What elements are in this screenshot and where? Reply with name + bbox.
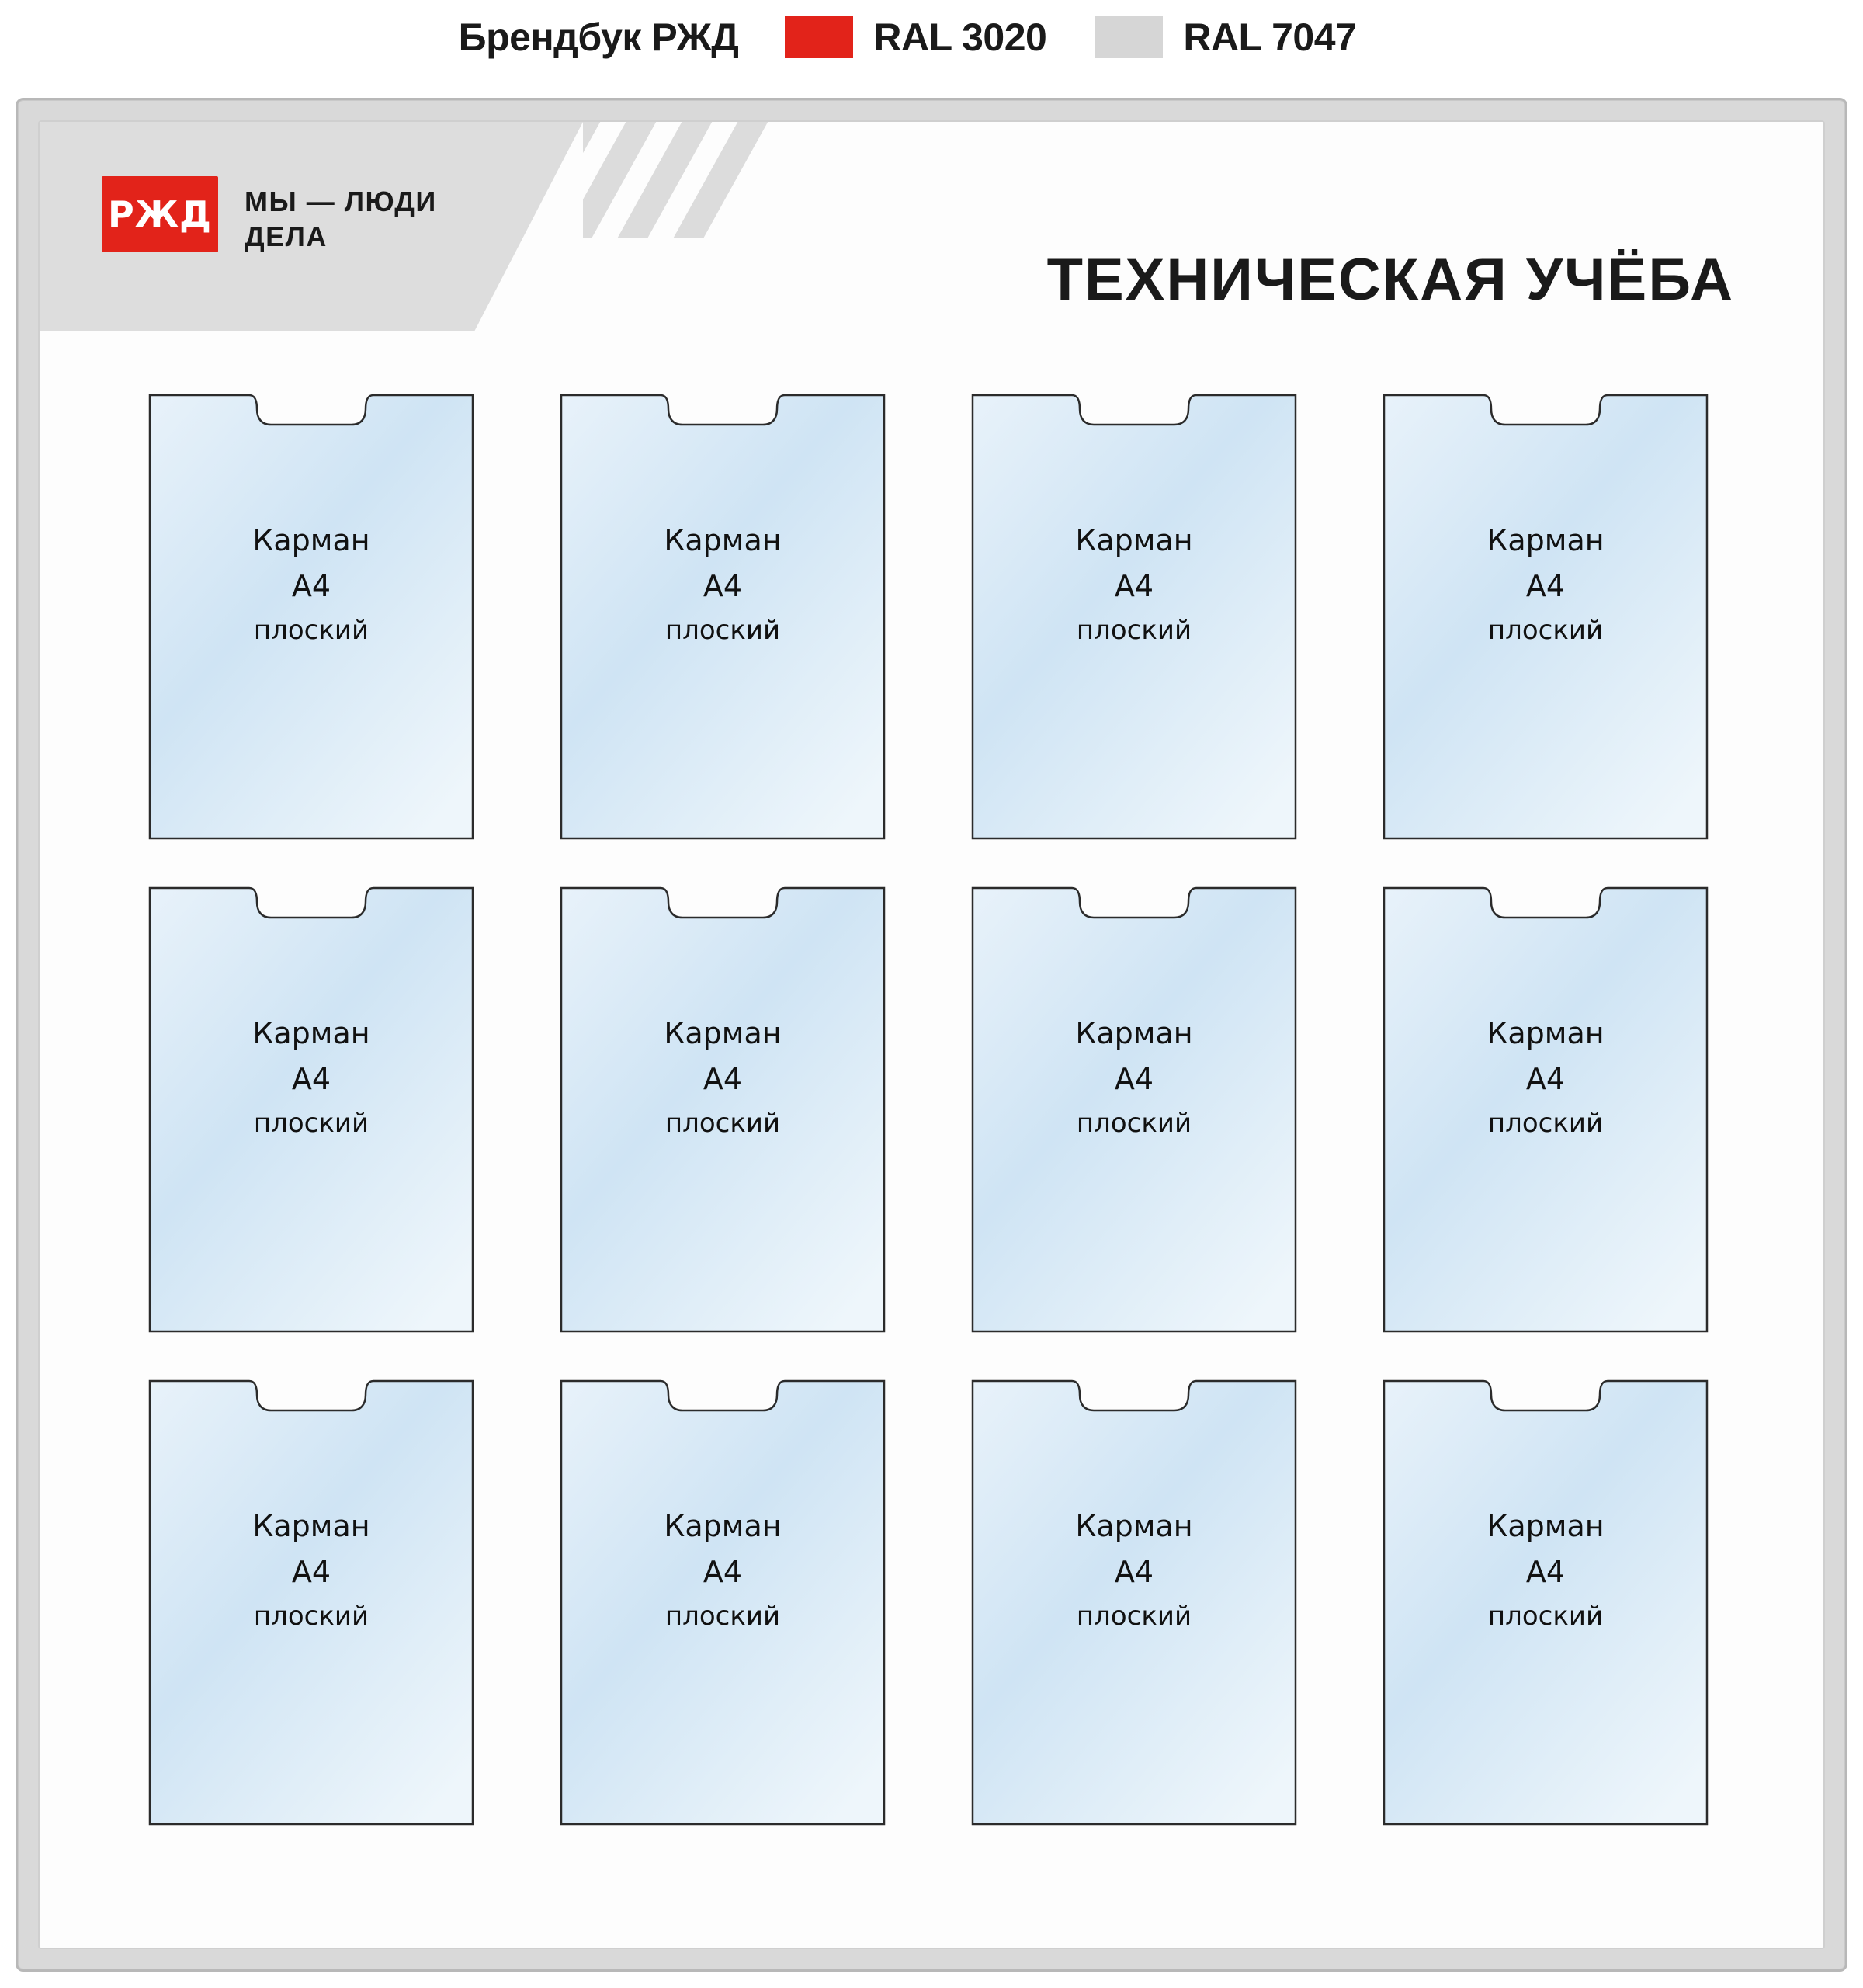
pocket-label — [148, 1504, 474, 1637]
pocket-label-line1: Карман — [664, 1016, 782, 1050]
color-swatch-ral-7047 — [1095, 16, 1163, 58]
pocket-label-line2: A4 — [291, 1061, 331, 1096]
rzd-slogan-line2: ДЕЛА — [245, 220, 328, 253]
rzd-slogan-line1: МЫ — ЛЮДИ — [245, 186, 437, 217]
pocket-label-line2: A4 — [291, 568, 331, 603]
pocket-label-line1: Карман — [664, 523, 782, 557]
pocket-label-line1: Карман — [664, 1509, 782, 1543]
pocket-a4-3[interactable] — [971, 394, 1297, 840]
pocket-label — [1383, 518, 1709, 651]
pocket-a4-2[interactable] — [560, 394, 886, 840]
pocket-a4-6[interactable] — [560, 886, 886, 1333]
pocket-label — [971, 1011, 1297, 1144]
board-header — [40, 122, 1823, 331]
legend-entry-ral-7047 — [1095, 15, 1356, 60]
board-title: ТЕХНИЧЕСКАЯ УЧЁБА — [1046, 247, 1734, 313]
pocket-label-line1: Карман — [1075, 1016, 1193, 1050]
pocket-label-line1: Карман — [252, 1509, 370, 1543]
pocket-label — [560, 1504, 886, 1637]
pocket-a4-10[interactable] — [560, 1379, 886, 1826]
pocket-label-line1: Карман — [1075, 1509, 1193, 1543]
pocket-label-line3: плоский — [253, 1600, 369, 1632]
rzd-slogan — [245, 184, 437, 255]
pocket-label-line2: A4 — [703, 1554, 743, 1589]
pocket-a4-7[interactable] — [971, 886, 1297, 1333]
pocket-label-line2: A4 — [703, 1061, 743, 1096]
pocket-label-line2: A4 — [1114, 568, 1154, 603]
pocket-label-line1: Карман — [1487, 1509, 1605, 1543]
pocket-label-line3: плоский — [1487, 1600, 1604, 1632]
pocket-label-line3: плоский — [253, 614, 369, 646]
pocket-a4-11[interactable] — [971, 1379, 1297, 1826]
pocket-label — [1383, 1504, 1709, 1637]
pocket-label-line3: плоский — [1076, 1107, 1192, 1139]
pocket-label-line2: A4 — [1114, 1061, 1154, 1096]
color-swatch-ral-3020 — [785, 16, 853, 58]
header-stripes — [583, 122, 909, 238]
pocket-label — [971, 518, 1297, 651]
pocket-label-line3: плоский — [664, 1107, 781, 1139]
pocket-label — [971, 1504, 1297, 1637]
pocket-label-line2: A4 — [1114, 1554, 1154, 1589]
brandbook-legend — [0, 0, 1863, 68]
pocket-label-line3: плоский — [1076, 614, 1192, 646]
pocket-a4-1[interactable] — [148, 394, 474, 840]
pocket-label-line1: Карман — [1487, 1016, 1605, 1050]
pocket-label-line1: Карман — [252, 1016, 370, 1050]
rzd-logo — [102, 176, 437, 255]
pocket-label-line1: Карман — [1487, 523, 1605, 557]
pocket-label — [148, 518, 474, 651]
legend-title: Брендбук РЖД — [458, 16, 739, 59]
legend-entry-ral-3020 — [785, 15, 1046, 60]
pocket-a4-5[interactable] — [148, 886, 474, 1333]
legend-label-ral-7047: RAL 7047 — [1183, 16, 1357, 59]
rzd-logo-icon: РЖД — [108, 193, 212, 235]
pocket-label-line2: A4 — [1525, 1554, 1566, 1589]
pocket-label-line2: A4 — [1525, 568, 1566, 603]
pocket-a4-12[interactable] — [1383, 1379, 1709, 1826]
pocket-label-line3: плоский — [1076, 1600, 1192, 1632]
pocket-label-line3: плоский — [1487, 614, 1604, 646]
information-board — [16, 98, 1847, 1972]
pocket-label-line1: Карман — [1075, 523, 1193, 557]
pocket-grid — [148, 394, 1709, 1826]
legend-label-ral-3020: RAL 3020 — [873, 16, 1047, 59]
pocket-a4-9[interactable] — [148, 1379, 474, 1826]
pocket-label — [1383, 1011, 1709, 1144]
pocket-label — [560, 1011, 886, 1144]
rzd-logo-mark-box — [102, 176, 218, 252]
pocket-label-line3: плоский — [253, 1107, 369, 1139]
pocket-label-line2: A4 — [1525, 1061, 1566, 1096]
pocket-label-line2: A4 — [291, 1554, 331, 1589]
pocket-label-line3: плоский — [664, 614, 781, 646]
pocket-label-line3: плоский — [664, 1600, 781, 1632]
pocket-label-line1: Карман — [252, 523, 370, 557]
board-panel — [38, 120, 1825, 1949]
pocket-label — [148, 1011, 474, 1144]
pocket-label — [560, 518, 886, 651]
pocket-a4-4[interactable] — [1383, 394, 1709, 840]
pocket-label-line3: плоский — [1487, 1107, 1604, 1139]
pocket-a4-8[interactable] — [1383, 886, 1709, 1333]
pocket-label-line2: A4 — [703, 568, 743, 603]
